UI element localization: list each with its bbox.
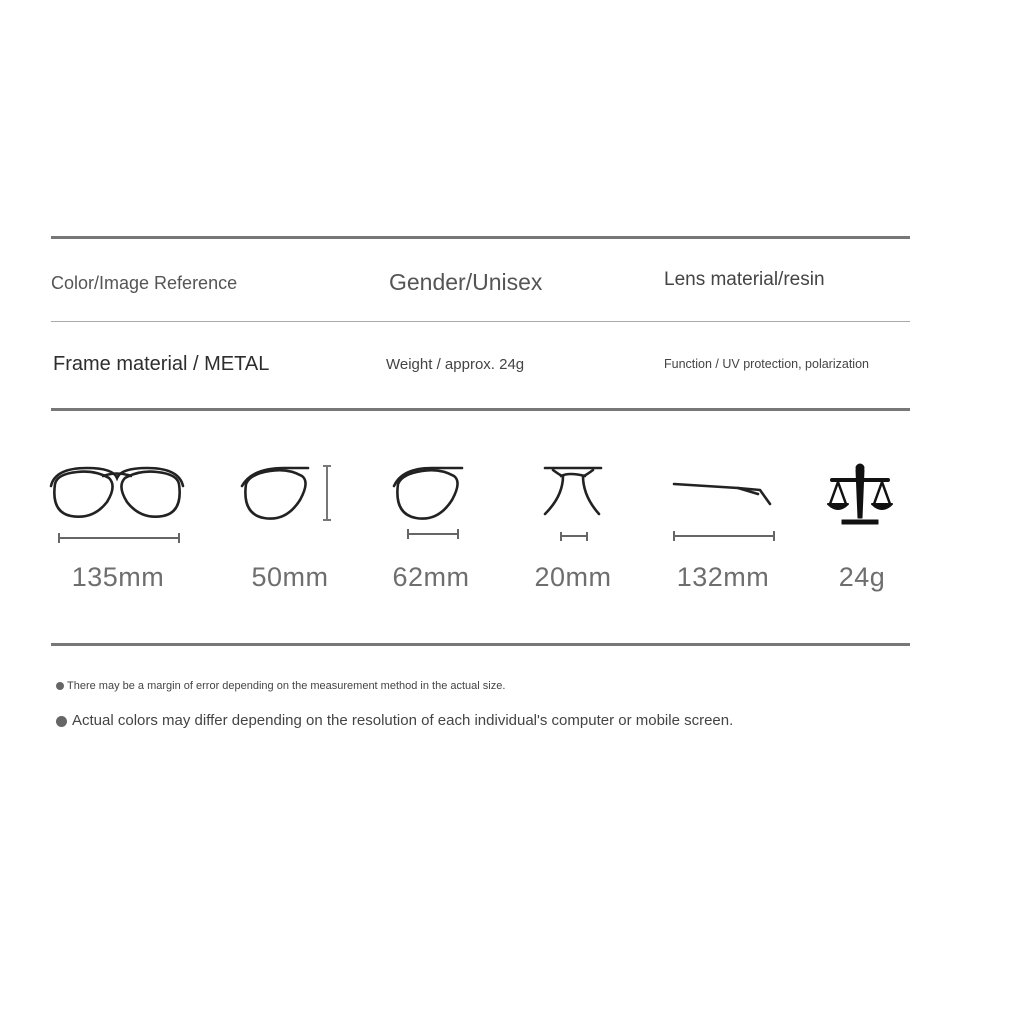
function-label: Function / UV protection, polarization xyxy=(664,357,869,371)
note-measurement-error xyxy=(56,680,505,692)
frame-width-icon xyxy=(47,462,187,547)
frame-material-label: Frame material / METAL xyxy=(53,353,270,375)
lens-width-value: 62mm xyxy=(392,562,470,592)
frame-width-value: 135mm xyxy=(71,562,165,592)
spec-bottom-divider xyxy=(51,408,910,411)
top-divider xyxy=(51,236,910,239)
scale-weight-icon xyxy=(826,462,896,528)
weight-value: 24g xyxy=(838,562,886,592)
weight-label: Weight / approx. 24g xyxy=(386,356,525,373)
temple-length-icon xyxy=(668,470,778,545)
note-text: Actual colors may differ depending on the resolution of each individual's computer or mobile screen. xyxy=(72,712,734,729)
note-text: There may be a margin of error depending on the measurement method in the actual size. xyxy=(67,680,506,692)
gender-label: Gender/Unisex xyxy=(389,269,543,295)
lens-height-value: 50mm xyxy=(251,562,329,592)
bridge-width-icon xyxy=(541,462,611,547)
temple-length-value: 132mm xyxy=(676,562,770,592)
note-color-difference xyxy=(56,712,733,729)
lens-width-icon xyxy=(392,462,472,547)
bridge-width-value: 20mm xyxy=(534,562,612,592)
color-reference-label: Color/Image Reference xyxy=(51,273,238,293)
lens-height-icon xyxy=(240,462,340,532)
measurement-bottom-divider xyxy=(51,643,910,646)
middle-divider xyxy=(51,321,910,322)
bullet-icon xyxy=(56,716,67,727)
lens-material-label: Lens material/resin xyxy=(664,269,825,290)
bullet-icon xyxy=(56,682,64,690)
